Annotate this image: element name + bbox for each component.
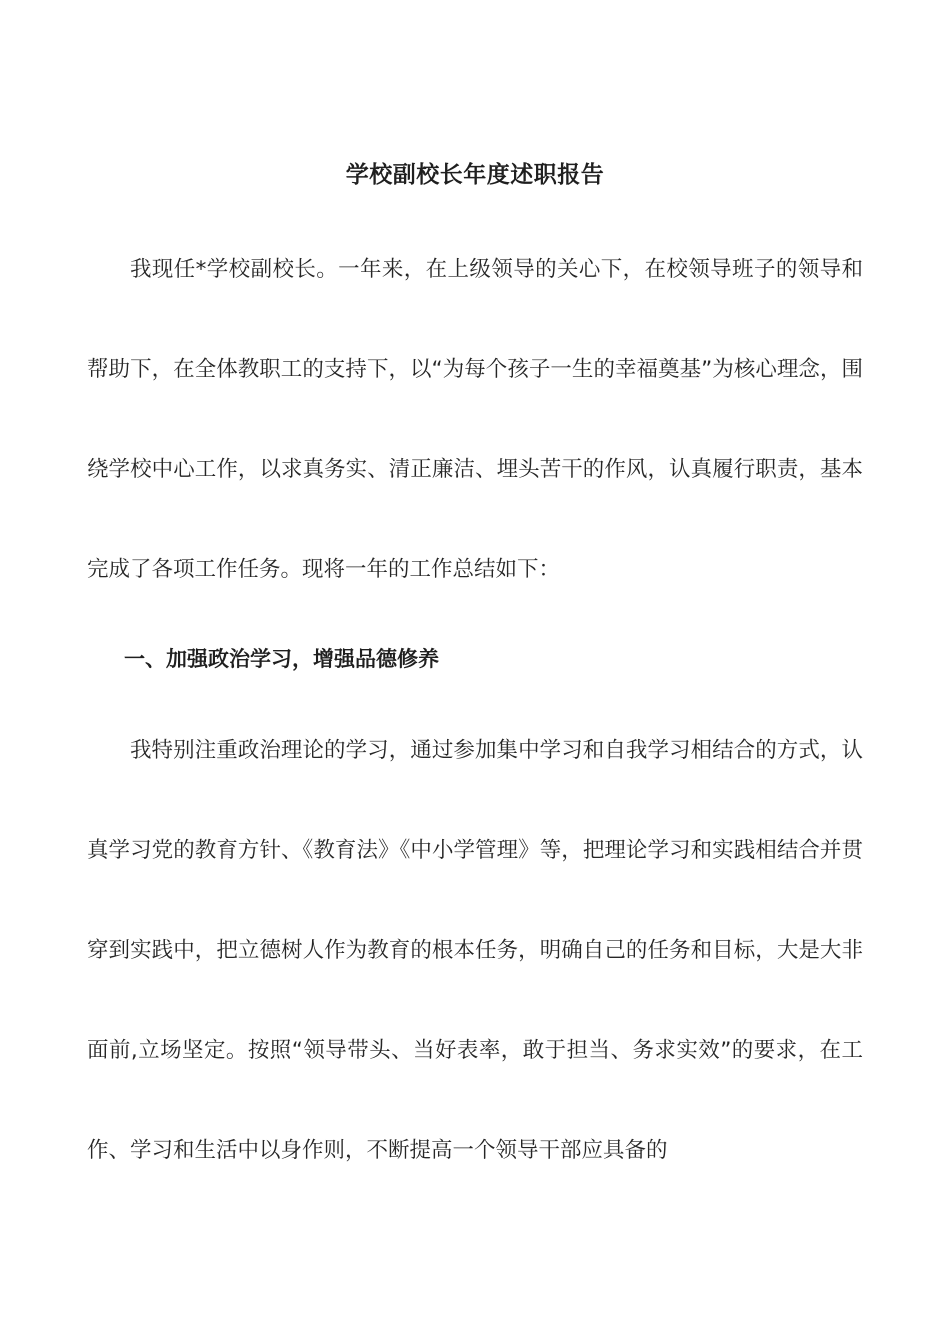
document-title: 学校副校长年度述职报告 (345, 162, 605, 188)
intro-paragraph: 我现任*学校副校长。一年来，在上级领导的关心下，在校领导班子的领导和帮助下，在全体教职工的支持下，以“为每个孩子一生的幸福奠基”为核心理念，围绕学校中心工作，以求真务实、清正廉洁、埋头苦干的作风，认真履行职责，基本完成了各项工作任务。现将一年的工作总结如下： (87, 257, 863, 582)
section-paragraph: 我特别注重政治理论的学习，通过参加集中学习和自我学习相结合的方式，认真学习党的教育方针、《教育法》《中小学管理》等，把理论学习和实践相结合并贯穿到实践中，把立德树人作为教育的根本任务，明确自己的任务和目标，大是大非面前,立场坚定。按照“领导带头、当好表率，敢于担当、务求实效”的要求，在工作、学习和生活中以身作则，不断提高一个领导干部应具备的 (87, 738, 863, 1163)
section-heading: 一、加强政治学习，增强品德修养 (124, 647, 439, 671)
